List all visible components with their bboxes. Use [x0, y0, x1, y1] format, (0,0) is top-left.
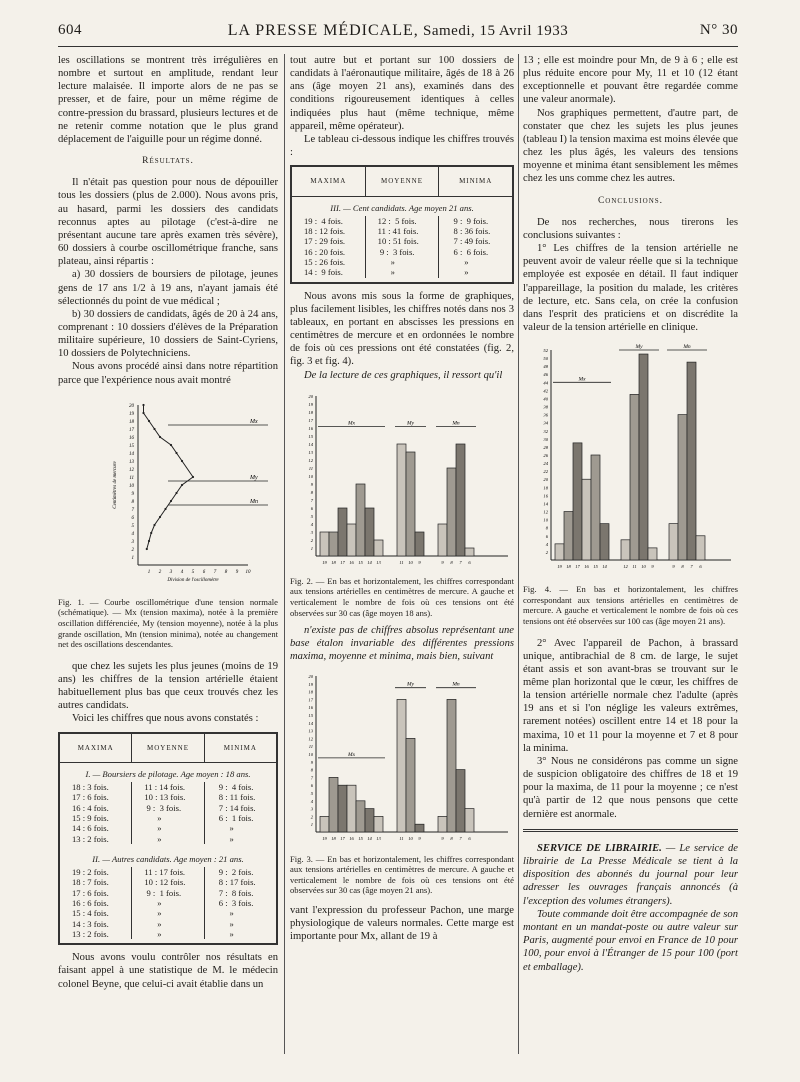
fig1-point — [175, 452, 177, 454]
bar-mark — [347, 524, 356, 556]
column-1 — [58, 54, 278, 991]
bar-xtick-label: 17 — [340, 559, 345, 565]
fig1-point — [164, 508, 166, 510]
bar-xtick-label: 16 — [349, 559, 354, 565]
paragraph: Nous avons voulu contrôler nos résultats en faisant appel à une statistique de M. le médecin colonel Beyne, que celui-ci avait établie dans un — [58, 952, 278, 990]
fig1-point — [153, 524, 155, 526]
paragraph: b) 30 dossiers de candidats, âgés de 20 à 24 ans, comprenant : 10 dossiers d'élèves de la Préparation militaire supérieure, 10 dossiers de Saint-Cyriens, 10 dossiers de Polytechniciens. — [58, 308, 278, 360]
bar-ytick-label: 2 — [310, 813, 313, 819]
fig1-chart — [58, 393, 278, 593]
fig1-ytick-label: 14 — [129, 451, 134, 457]
librairie-notice — [523, 829, 738, 974]
moyenne-values: 12 : 5 fois. 11 : 41 fois. 10 : 51 fois. 9 : 3 fois. » » — [365, 216, 439, 278]
bar-ytick-label: 17 — [308, 696, 313, 702]
bar-ytick-label: 14 — [543, 501, 548, 507]
fig1-ytick-label: 8 — [131, 499, 134, 505]
fig1-point — [142, 412, 144, 414]
table-1-2 — [58, 732, 278, 946]
bar-xtick-label: 11 — [399, 835, 404, 841]
bar-ytick-label: 12 — [543, 509, 548, 515]
section-heading-results: Résultats. — [142, 156, 194, 167]
bar-ytick-label: 34 — [543, 420, 548, 426]
fig1-ytick-label: 11 — [129, 475, 134, 481]
bar-ytick-label: 4 — [310, 798, 313, 804]
fig1-point — [153, 428, 155, 430]
bar-ytick-label: 1 — [310, 821, 313, 827]
bar-ytick-label: 52 — [543, 348, 548, 354]
bar-xtick-label: 15 — [358, 835, 363, 841]
paragraph: Nous avons procédé ainsi dans notre répartition parce que l'expérience nous avait montré — [58, 361, 278, 386]
bar-mark — [338, 508, 347, 556]
bar-mark — [438, 816, 447, 832]
bar-mark — [582, 479, 591, 560]
bar-ytick-label: 2 — [310, 537, 313, 543]
bar-ytick-label: 42 — [543, 388, 548, 394]
bar-ytick-label: 4 — [310, 521, 313, 527]
fig1-curve — [144, 405, 194, 549]
bar-ytick-label: 1 — [310, 545, 313, 551]
fig1-ytick-label: 20 — [129, 403, 134, 409]
fig1-point — [181, 484, 183, 486]
bar-xtick-label: 11 — [632, 564, 637, 570]
bar-ytick-label: 40 — [543, 396, 548, 402]
notice-text: Toute commande doit être accompagnée de son montant en un mandat-poste ou autre valeur sur Paris, augmenté pour envoi en France de 10 pour 100, pour envoi à l'Étranger de 15 pour 100 (port et emballage). — [523, 908, 738, 973]
bar-xtick-label: 14 — [367, 835, 372, 841]
col-header-maxima: MAXIMA — [310, 177, 347, 186]
fig1-point — [170, 444, 172, 446]
fig1-xtick-label: 4 — [180, 569, 184, 575]
fig1-xtick-label: 10 — [245, 569, 251, 575]
fig1-point — [148, 420, 150, 422]
paragraph: vant l'expression du professeur Pachon, une marge physiologique de valeurs normales. Cette marge est importante pour Mx, allant de 19 à — [290, 904, 514, 943]
fig1-point — [146, 548, 148, 550]
bar-ytick-label: 46 — [543, 372, 548, 378]
paragraph: Voici les chiffres que nous avons constatés : — [72, 713, 259, 725]
bar-xtick-label: 10 — [408, 559, 413, 565]
figure-3 — [290, 668, 514, 896]
fig3-caption: Fig. 3. — En bas et horizontalement, les chiffres correspondant aux tensions artérielles en centimètres de mercure. A gauche et verticalement le nombre de fois où ces tensions ont été observées sur 30 cas (âge moyen 21 ans). — [290, 853, 514, 896]
bar-ytick-label: 6 — [545, 533, 548, 539]
paragraph: De la lecture de ces graphiques, il ressort qu'il — [304, 369, 503, 381]
bar-ytick-label: 10 — [308, 751, 313, 757]
series-label: Mn — [683, 344, 691, 351]
moyenne-values: 11 : 14 fois. 10 : 13 fois. 9 : 3 fois. » » » — [131, 782, 203, 844]
bar-mark — [573, 443, 582, 560]
bar-mark — [415, 824, 424, 832]
bar-xtick-label: 7 — [690, 564, 693, 570]
group-title: III. — Cent candidats. Age moyen 21 ans. — [330, 202, 474, 213]
bar-mark — [406, 738, 415, 832]
bar-ytick-label: 13 — [308, 728, 313, 734]
bar-ytick-label: 50 — [543, 356, 548, 362]
bar-ytick-label: 5 — [310, 513, 313, 519]
bar-mark — [338, 785, 347, 832]
bar-mark — [447, 699, 456, 832]
figure-4 — [523, 340, 738, 626]
fig1-point — [192, 476, 194, 478]
bar-mark — [456, 444, 465, 556]
fig1-ytick-label: 17 — [129, 427, 134, 433]
bar-mark — [415, 532, 424, 556]
bar-ytick-label: 16 — [308, 704, 313, 710]
bar-ytick-label: 3 — [310, 529, 313, 535]
fig1-point — [148, 540, 150, 542]
fig3-chart — [290, 668, 514, 850]
bar-ytick-label: 7 — [310, 497, 313, 503]
column-divider-1 — [284, 54, 285, 1054]
bar-ytick-label: 18 — [308, 409, 313, 415]
bar-xtick-label: 11 — [399, 559, 404, 565]
bar-ytick-label: 20 — [308, 393, 313, 399]
group-title: II. — Autres candidats. Age moyen : 21 ans. — [92, 853, 244, 864]
fig1-ytick-label: 4 — [131, 531, 134, 537]
bar-xtick-label: 19 — [322, 559, 327, 565]
bar-ytick-label: 7 — [310, 774, 313, 780]
bar-xtick-label: 16 — [349, 835, 354, 841]
bar-mark — [329, 532, 338, 556]
minima-values: 9 : 2 fois. 8 : 17 fois. 7 : 8 fois. 6 : 3 fois. » » » — [204, 867, 276, 939]
bar-xtick-label: 8 — [450, 835, 453, 841]
paragraph: les oscillations se montrent très irrégulières en nombre et surtout en amplitude, rendant leur lecture malaisée. Il importe alors de ne pas se presser, et de faire, pour un même régime de contre-pression du brassard, plusieurs lectures et de ne retenir comme notation que le plus grand déplacement de l'aiguille pour un régime donné. — [58, 55, 278, 145]
fig1-ytick-label: 6 — [131, 515, 134, 521]
fig1-ytick-label: 13 — [129, 459, 134, 465]
table-header — [60, 734, 276, 763]
series-label: Mn — [452, 681, 460, 688]
bar-mark — [374, 540, 383, 556]
notice-text: — Le service de librairie de La Presse Médicale se tient à la disposition des abonnés du journal pour leur adresser les ouvrages français annoncés (à l'exception des volumes étrangers). — [523, 842, 739, 907]
fig1-point — [159, 436, 161, 438]
paragraph: n'existe pas de chiffres absolus représentant une base étalon invariable des différentes pressions maxima, moyenne et minima, mais bien, suivant — [290, 625, 514, 663]
bar-ytick-label: 3 — [310, 806, 313, 812]
fig4-caption: Fig. 4. — En bas et horizontalement, les chiffres correspondant aux tensions artérielles en centimètres de mercure. A gauche et verticalement le nombre de fois où ces tensions ont été observées sur 100 cas (âge moyen 21 ans). — [523, 584, 738, 626]
group-rows — [60, 782, 276, 844]
notice-title: SERVICE DE LIBRAIRIE. — [537, 842, 662, 854]
bar-mark — [456, 769, 465, 831]
fig1-ytick-label: 5 — [131, 523, 134, 529]
bar-xtick-label: 7 — [459, 835, 462, 841]
bar-ytick-label: 48 — [543, 364, 548, 370]
bar-ytick-label: 9 — [310, 481, 313, 487]
fig1-ytick-label: 19 — [129, 411, 134, 417]
paragraph: tout autre but et portant sur 100 dossiers de candidats à l'aéronautique militaire, âgés de 18 à 26 ans (âge moyen 21 ans), examinés dans des conditions rigoureusement identiques à celles indiquées plus haut (même technique, même appareil, même opérateur). — [290, 55, 514, 132]
section-heading-conclusions: Conclusions. — [597, 195, 664, 206]
paragraph: Il n'était pas question pour nous de dépouiller tous les dossiers (plus de 2.000). Nous avons pris, au hasard, parmi les dossiers des candidats reconnus aptes au pilotage (c'est-à-dire ne présentant aucune tare après examen très sévère), 60 dossiers à courbe oscillométrique franche, sans plateau, ainsi répartis : — [58, 177, 278, 268]
bar-ytick-label: 9 — [310, 759, 313, 765]
fig1-xtick-label: 8 — [224, 569, 228, 575]
bar-ytick-label: 6 — [310, 782, 313, 788]
bar-xtick-label: 6 — [468, 559, 471, 565]
bar-mark — [555, 544, 564, 560]
bar-xtick-label: 9 — [651, 564, 654, 570]
bar-ytick-label: 8 — [545, 525, 548, 531]
bar-mark — [630, 395, 639, 561]
bar-ytick-label: 16 — [308, 425, 313, 431]
group-title: I. — Boursiers de pilotage. Age moyen : 18 ans. — [85, 768, 251, 779]
bar-xtick-label: 17 — [340, 835, 345, 841]
fig1-xtick-label: 7 — [213, 569, 217, 575]
bar-mark — [696, 536, 705, 560]
fig1-ylabel: Centimètres de mercure — [113, 461, 118, 509]
bar-ytick-label: 18 — [308, 689, 313, 695]
paragraph: Nous avons mis sous la forme de graphiques, plus facilement lisibles, les chiffres notés dans nos 3 tableaux, en portant en abscisses les pressions en centimètres de mercure et en ordonnées le nombre de fois où ces pressions ont été constatées (fig. 2, fig. 3 et fig. 4). — [290, 290, 514, 368]
bar-xtick-label: 7 — [459, 559, 462, 565]
bar-xtick-label: 18 — [331, 559, 336, 565]
col-header-moyenne: MOYENNE — [131, 734, 203, 762]
bar-xtick-label: 10 — [408, 835, 413, 841]
table-group-2 — [60, 848, 276, 943]
bar-ytick-label: 32 — [543, 428, 548, 434]
bar-ytick-label: 14 — [308, 441, 313, 447]
maxima-values: 19 : 2 fois. 18 : 7 fois. 17 : 6 fois. 16 : 6 fois. 15 : 4 fois. 14 : 3 fois. 13 : 2 fois. — [72, 867, 109, 939]
fig1-point — [142, 404, 144, 406]
bar-ytick-label: 13 — [308, 449, 313, 455]
bar-xtick-label: 8 — [450, 559, 453, 565]
figure-1 — [58, 393, 278, 650]
paragraph: que chez les sujets les plus jeunes (moins de 19 ans) les chiffres de la tension artérielle étaient habituellement plus bas que ceux trouvés chez les autres candidats. — [58, 660, 278, 712]
fig1-ytick-label: 18 — [129, 419, 134, 425]
fig1-ytick-label: 15 — [129, 443, 134, 449]
bar-ytick-label: 6 — [310, 505, 313, 511]
bar-ytick-label: 10 — [308, 473, 313, 479]
bar-mark — [465, 808, 474, 831]
column-divider-2 — [518, 54, 519, 1054]
maxima-values: 19 : 4 fois. 18 : 12 fois. 17 : 29 fois. 16 : 20 fois. 15 : 26 fois. 14 : 9 fois. — [304, 215, 346, 278]
bar-xtick-label: 9 — [441, 835, 444, 841]
bar-mark — [365, 508, 374, 556]
bar-xtick-label: 19 — [557, 564, 562, 570]
fig1-ytick-label: 3 — [131, 539, 134, 545]
bar-mark — [347, 785, 356, 832]
bar-mark — [397, 444, 406, 556]
paragraph: 3° Nous ne considérons pas comme un signe de suspicion obligatoire des chiffres de 18 et 19 pour la maxima, de 11 pour la moyenne ; ce n'est qu'à partir de 12 que nous pensons que cette dernière est anormale. — [523, 755, 738, 820]
paragraph: Le tableau ci-dessous indique les chiffres trouvés : — [290, 133, 514, 159]
bar-ytick-label: 24 — [543, 461, 548, 467]
bar-ytick-label: 30 — [543, 436, 548, 442]
fig1-xlabel: Division de l'oscillomètre — [167, 577, 219, 583]
bar-xtick-label: 9 — [418, 835, 421, 841]
bar-xtick-label: 19 — [322, 835, 327, 841]
series-label: Mx — [347, 420, 356, 427]
fig1-ytick-label: 9 — [131, 491, 134, 497]
bar-ytick-label: 8 — [310, 767, 313, 773]
bar-xtick-label: 9 — [418, 559, 421, 565]
issue-date: Samedi, 15 Avril 1933 — [423, 23, 569, 39]
fig1-ytick-label: 10 — [129, 483, 134, 489]
bar-xtick-label: 13 — [376, 559, 381, 565]
bar-mark — [687, 362, 696, 560]
header-rule — [58, 46, 738, 47]
fig2-caption: Fig. 2. — En bas et horizontalement, les chiffres correspondant aux tensions artérielles en centimètres de mercure. A gauche et verticalement le nombre de fois où ces tensions ont été observées sur 30 cas (âge moyen 18 ans). — [290, 575, 514, 618]
journal-title: LA PRESSE MÉDICALE, — [227, 22, 419, 39]
bar-ytick-label: 38 — [543, 404, 548, 410]
fig1-caption: Fig. 1. — Courbe oscillométrique d'une tension normale (schématique). — Mx (tension maxima), notée à la première oscillation différenciée, My (tension moyenne), notée à la plus grande oscillation, Mn (tension minima), notée au changement net des oscillations descendantes. — [58, 596, 278, 650]
bar-ytick-label: 17 — [308, 417, 313, 423]
fig1-xtick-label: 9 — [235, 569, 239, 575]
paragraph: 1° Les chiffres de la tension artérielle ne peuvent avoir de valeur réelle que si la technique employée est exposée en détail. Il faut indiquer l'appareillage, la position du malade, les critères de lecture, etc. Sans cela, on crée la confusion dans l'esprit des praticiens et on discrédite la valeur de la tension artérielle en clinique. — [523, 243, 738, 333]
table-group-1 — [60, 763, 276, 848]
fig4-chart — [523, 340, 738, 580]
issue-number: N° 30 — [699, 22, 738, 38]
bar-ytick-label: 12 — [308, 457, 313, 463]
bar-ytick-label: 10 — [543, 517, 548, 523]
bar-xtick-label: 6 — [699, 564, 702, 570]
table-header — [292, 167, 512, 196]
bar-mark — [591, 455, 600, 560]
bar-xtick-label: 13 — [376, 835, 381, 841]
bar-ytick-label: 22 — [543, 469, 548, 475]
bar-xtick-label: 9 — [672, 564, 675, 570]
bar-mark — [648, 548, 657, 560]
fig1-ytick-label: 2 — [131, 547, 134, 553]
series-label: Mn — [452, 420, 460, 427]
group-rows — [60, 867, 276, 939]
bar-mark — [438, 524, 447, 556]
page-number: 604 — [58, 22, 82, 38]
table-group-3 — [292, 197, 512, 282]
bar-ytick-label: 11 — [308, 743, 313, 749]
group-rows — [292, 216, 512, 278]
journal-title-line — [58, 22, 738, 40]
paragraph: Nos graphiques permettent, d'autre part, de constater que chez les sujets les plus jeunes (tableau I) la tension maxima est moins élevée que chez les plus âgés, les valeurs des tensions moyenne et minima étant sensiblement les mêmes chez les uns comme chez les autres. — [523, 107, 738, 185]
bar-mark — [564, 512, 573, 560]
fig1-annotation-label: Mn — [250, 498, 258, 505]
series-label: My — [406, 681, 415, 688]
bar-ytick-label: 14 — [308, 720, 313, 726]
bar-ytick-label: 2 — [545, 550, 548, 556]
fig1-ytick-label: 1 — [131, 555, 134, 561]
bar-mark — [329, 777, 338, 832]
bar-xtick-label: 14 — [367, 559, 372, 565]
fig1-point — [181, 460, 183, 462]
bar-ytick-label: 18 — [543, 485, 548, 491]
bar-xtick-label: 10 — [641, 564, 646, 570]
bar-ytick-label: 19 — [308, 401, 313, 407]
bar-mark — [465, 548, 474, 556]
bar-ytick-label: 28 — [543, 445, 548, 451]
paragraph: De nos recherches, nous tirerons les conclusions suivantes : — [523, 216, 738, 241]
bar-xtick-label: 18 — [566, 564, 571, 570]
bar-mark — [447, 468, 456, 556]
bar-ytick-label: 26 — [543, 453, 548, 459]
bar-ytick-label: 19 — [308, 681, 313, 687]
bar-ytick-label: 16 — [543, 493, 548, 499]
bar-mark — [406, 452, 415, 556]
bar-xtick-label: 15 — [358, 559, 363, 565]
paragraph: a) 30 dossiers de boursiers de pilotage, jeunes gens de 17 ans 1/2 à 19 ans, n'ayant jamais été sélectionnés du point de vue médical ; — [58, 269, 278, 307]
bar-mark — [374, 816, 383, 832]
fig1-xtick-label: 5 — [191, 569, 195, 575]
bar-xtick-label: 6 — [468, 835, 471, 841]
bar-ytick-label: 44 — [543, 380, 548, 386]
column-2 — [290, 54, 514, 943]
col-header-maxima: MAXIMA — [77, 743, 114, 752]
bar-mark — [600, 524, 609, 560]
table-3 — [290, 165, 514, 283]
minima-values: 9 : 4 fois. 8 : 11 fois. 7 : 14 fois. 6 : 1 fois. » » — [204, 782, 276, 844]
bar-xtick-label: 17 — [575, 564, 580, 570]
paragraph: 13 ; elle est moindre pour Mn, de 9 à 6 ; elle est plus réduite encore pour My, 11 et 10 (12 étant exceptionnelle et pouvant être regardée comme une valeur anormale). — [523, 55, 738, 106]
series-label: My — [406, 420, 415, 427]
bar-ytick-label: 36 — [543, 412, 548, 418]
maxima-values: 18 : 3 fois. 17 : 6 fois. 16 : 4 fois. 15 : 9 fois. 14 : 6 fois. 13 : 2 fois. — [72, 782, 109, 844]
figure-2 — [290, 386, 514, 618]
fig1-annotation-label: My — [250, 474, 258, 481]
fig1-annotation-label: Mx — [250, 418, 258, 425]
fig1-xtick-label: 1 — [147, 569, 151, 575]
bar-mark — [320, 816, 329, 832]
paragraph: 2° Avec l'appareil de Pachon, à brassard unique, antibrachial de 8 cm. de large, le sujet étant assis et son avant-bras se trouvant sur le même plan horizontal que le cœur, les chiffres de la tension artérielle normale chez l'adulte (après 19 ans et si l'on néglige les valeurs extrêmes, rarement notées) oscillent entre 14 et 18 pour la maxima, 10 et 11 pour la moyenne et 7 et 8 pour la minima. — [523, 637, 738, 754]
bar-mark — [320, 532, 329, 556]
bar-xtick-label: 8 — [681, 564, 684, 570]
bar-xtick-label: 16 — [584, 564, 589, 570]
fig1-ytick-label: 12 — [129, 467, 134, 473]
fig1-point — [159, 516, 161, 518]
fig1-ytick-label: 16 — [129, 435, 134, 441]
bar-mark — [621, 540, 630, 560]
col-header-minima: MINIMA — [204, 734, 276, 762]
bar-ytick-label: 12 — [308, 735, 313, 741]
running-header — [58, 22, 738, 44]
series-label: Mx — [347, 751, 356, 758]
fig1-xtick-label: 6 — [202, 569, 206, 575]
moyenne-values: 11 : 17 fois. 10 : 12 fois. 9 : 1 fois. » » » » — [131, 867, 203, 939]
bar-xtick-label: 9 — [441, 559, 444, 565]
series-label: Mx — [578, 376, 586, 383]
bar-xtick-label: 15 — [593, 564, 598, 570]
fig1-point — [170, 500, 172, 502]
bar-ytick-label: 15 — [308, 712, 313, 718]
bar-xtick-label: 18 — [331, 835, 336, 841]
bar-mark — [356, 800, 365, 831]
bar-mark — [669, 524, 678, 560]
col-header-moyenne: MOYENNE — [365, 167, 439, 195]
col-header-minima: MINIMA — [438, 167, 512, 195]
bar-ytick-label: 5 — [310, 790, 313, 796]
bar-mark — [365, 808, 374, 831]
bar-xtick-label: 14 — [602, 564, 607, 570]
bar-mark — [397, 699, 406, 832]
fig1-xtick-label: 3 — [169, 569, 173, 575]
bar-ytick-label: 11 — [308, 465, 313, 471]
bar-mark — [356, 484, 365, 556]
bar-ytick-label: 8 — [310, 489, 313, 495]
minima-values: 9 : 9 fois. 8 : 36 fois. 7 : 49 fois. 6 : 6 fois. » » — [438, 216, 512, 278]
column-3 — [523, 54, 738, 974]
fig1-xtick-label: 2 — [158, 569, 162, 575]
bar-ytick-label: 20 — [543, 477, 548, 483]
fig1-point — [175, 492, 177, 494]
fig1-ytick-label: 7 — [131, 507, 134, 513]
bar-ytick-label: 4 — [545, 541, 548, 547]
bar-mark — [639, 354, 648, 560]
series-label: My — [635, 344, 643, 351]
bar-mark — [678, 415, 687, 560]
bar-xtick-label: 12 — [623, 564, 628, 570]
bar-ytick-label: 20 — [308, 673, 313, 679]
bar-ytick-label: 15 — [308, 433, 313, 439]
fig1-point — [150, 532, 152, 534]
fig2-chart — [290, 386, 514, 572]
